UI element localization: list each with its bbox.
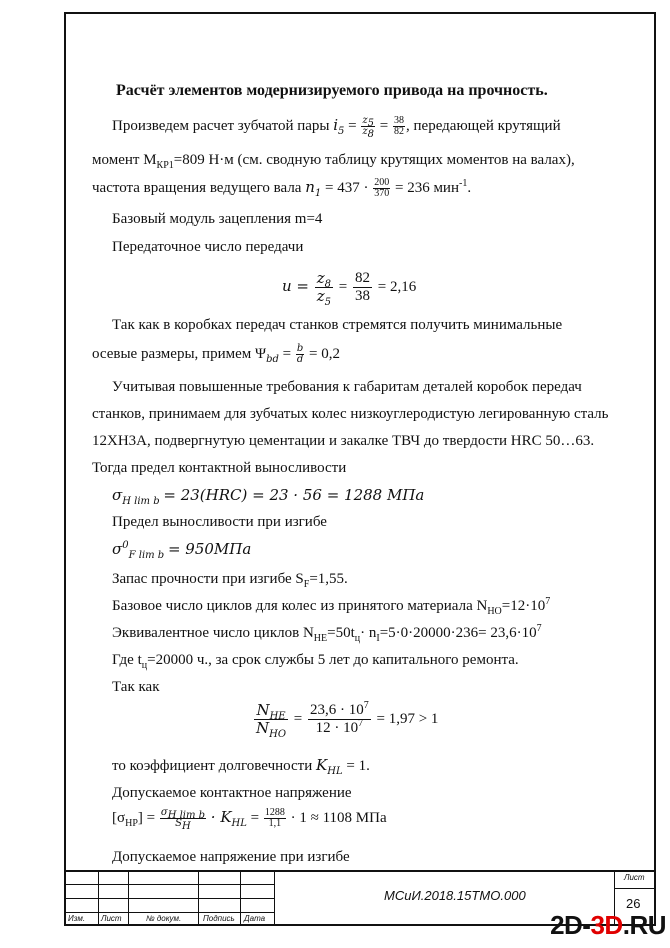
sigma-f-equation: $\sigma^0_{F lim b} = 950МПа$ xyxy=(112,540,252,561)
paragraph-line: осевые размеры, примем $\Psi_{bd}$ = $\frac{b}{d}$ = 0,2 xyxy=(92,343,340,365)
paragraph-line: Так как в коробках передач станков стремятся получить минимальные xyxy=(112,317,563,333)
document-code: МСиИ.2018.15ТМО.000 xyxy=(384,888,526,903)
safety-factor: Запас прочности при изгибе $S_F=1,55$. xyxy=(112,571,348,590)
page-title: Расчёт элементов модернизируемого привода на прочность. xyxy=(116,82,548,99)
paragraph-line: Учитывая повышенные требования к габаритам деталей коробок передач xyxy=(112,379,582,395)
paragraph-line: Тогда предел контактной выносливости xyxy=(92,460,347,476)
paragraph-line: момент $M_{КР1}=809$ Н·м (см. сводную таблицу крутящих моментов на валах), xyxy=(92,152,575,171)
stamp-doc: № докум. xyxy=(146,914,182,923)
cycles-ratio-equation: $N_{HE}$ $N_{HO}$ = $\frac{23,6 \cdot 10^7}{12 \cdot 10^7}$ = 1,97 > 1 xyxy=(256,700,439,740)
allow-contact-label: Допускаемое контактное напряжение xyxy=(112,785,352,801)
paragraph-line: частота вращения ведущего вала $n_1 = 437$ · $\frac{200}{370}$ = 236 мин$^{-1}$. xyxy=(92,177,472,200)
ratio-equation: u = $\frac{z_8}{z_5}$ = $\frac{82}{38}$ = 2,16 xyxy=(282,269,417,308)
equivalent-cycles: Эквивалентное число циклов $N_{HE}=50t_ц\cdot n_I=5\cdot 0\cdot 20000\cdot 236= 23,6\cdot 10^7$ xyxy=(112,623,542,644)
stamp-list: Лист xyxy=(101,914,122,923)
paragraph-line: станков, принимаем для зубчатых колес низкоуглеродистую легированную сталь xyxy=(92,406,609,422)
since-label: Так как xyxy=(112,679,160,695)
sheet-number: 26 xyxy=(626,896,641,911)
service-life: Где $t_ц=20000$ ч., за срок службы 5 лет до капитального ремонта. xyxy=(112,652,519,671)
base-cycles: Базовое число циклов для колес из принятого материала $N_{HO}=12\cdot 10^7$ xyxy=(112,596,551,617)
paragraph-line: 12ХН3А, подвергнутую цементации и закалке ТВЧ до твердости HRC 50…63. xyxy=(92,433,595,449)
stamp-sign: Подпись xyxy=(203,914,235,923)
paragraph-line: Произведем расчет зубчатой пары $i_5$ = $\frac{z_5}{z_8}$ = $\frac{38}{82}$ , передающей крутящий xyxy=(112,115,561,141)
allow-bend-label: Допускаемое напряжение при изгибе xyxy=(112,849,350,865)
sigma-hp-equation: $[\sigma_{HP}]$ = $\frac{\sigma_{H lim b}}{S_H}$ · $K_{HL}$ = $\frac{1288}{1,1}$ · 1 ≈ 1108 МПа xyxy=(112,807,387,833)
durability-coefficient: то коэффициент долговечности $K_{HL} = 1$. xyxy=(112,756,370,777)
stamp-izm: Изм. xyxy=(68,914,86,923)
watermark-logo: 2D-3D.RU xyxy=(550,910,666,940)
ratio-label: Передаточное число передачи xyxy=(112,239,304,255)
base-module: Базовый модуль зацепления m=4 xyxy=(112,211,323,227)
bend-label: Предел выносливости при изгибе xyxy=(112,514,327,530)
sheet-label: Лист xyxy=(624,873,645,882)
sigma-h-equation: $\sigma_{H lim b} = 23(HRC) = 23 \cdot 56 = 1288$ МПа xyxy=(112,486,425,507)
stamp-date: Дата xyxy=(244,914,266,923)
